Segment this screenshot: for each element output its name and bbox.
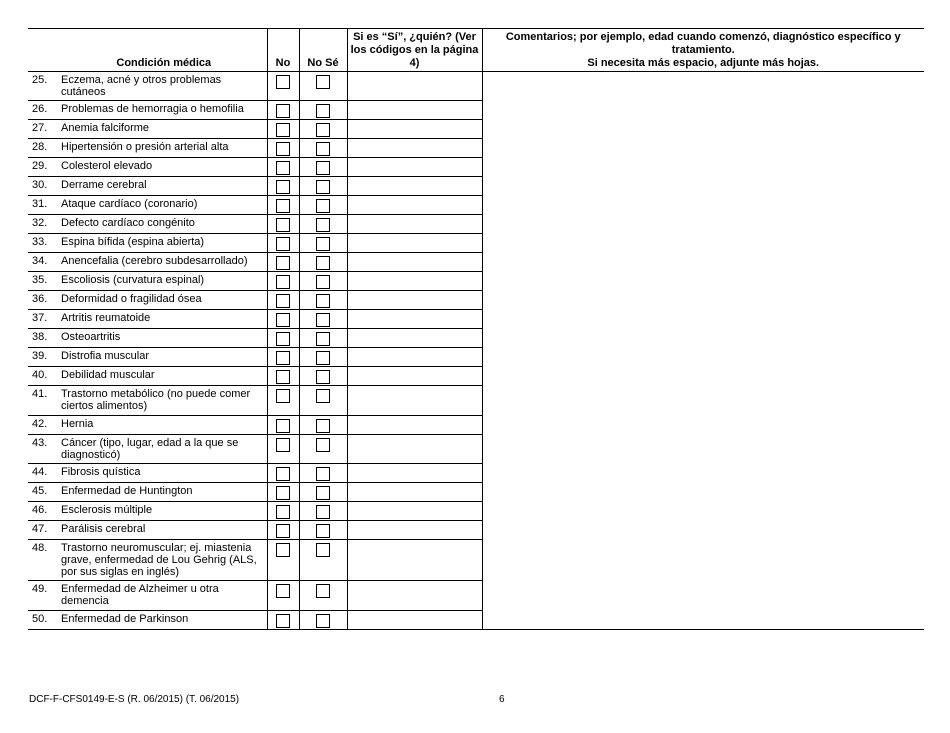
footer-page-number: 6 — [499, 694, 505, 705]
checkbox-no-se[interactable] — [316, 467, 330, 481]
cell-no — [267, 310, 299, 329]
who-input[interactable] — [347, 234, 482, 253]
who-input[interactable] — [347, 158, 482, 177]
checkbox-no-se[interactable] — [316, 256, 330, 270]
header-condition: Condición médica — [28, 29, 267, 72]
checkbox-no[interactable] — [276, 161, 290, 175]
cell-no — [267, 215, 299, 234]
cell-no — [267, 581, 299, 611]
cell-no-se — [299, 177, 347, 196]
checkbox-no[interactable] — [276, 370, 290, 384]
checkbox-no-se[interactable] — [316, 180, 330, 194]
who-input[interactable] — [347, 611, 482, 630]
cell-no — [267, 435, 299, 464]
condition-cell — [28, 101, 267, 120]
condition-cell — [28, 253, 267, 272]
condition-label: Artritis reumatoide — [61, 312, 151, 324]
condition-cell — [28, 310, 267, 329]
checkbox-no[interactable] — [276, 524, 290, 538]
cell-no-se — [299, 367, 347, 386]
cell-no-se — [299, 291, 347, 310]
checkbox-no-se[interactable] — [316, 486, 330, 500]
condition-label: Esclerosis múltiple — [61, 504, 153, 516]
condition-number: 35. — [32, 274, 48, 286]
cell-no — [267, 234, 299, 253]
checkbox-no[interactable] — [276, 180, 290, 194]
checkbox-no-se[interactable] — [316, 104, 330, 118]
condition-number: 26. — [32, 103, 48, 115]
condition-number: 27. — [32, 122, 48, 134]
cell-no-se — [299, 521, 347, 540]
condition-label: Debilidad muscular — [61, 369, 155, 381]
who-input[interactable] — [347, 215, 482, 234]
condition-label: Deformidad o fragilidad ósea — [61, 293, 202, 305]
checkbox-no-se[interactable] — [316, 351, 330, 365]
condition-number: 36. — [32, 293, 48, 305]
cell-no-se — [299, 234, 347, 253]
checkbox-no-se[interactable] — [316, 237, 330, 251]
condition-number: 32. — [32, 217, 48, 229]
condition-cell — [28, 581, 267, 611]
cell-no-se — [299, 386, 347, 416]
who-input[interactable] — [347, 272, 482, 291]
who-input[interactable] — [347, 502, 482, 521]
cell-no — [267, 483, 299, 502]
condition-cell — [28, 291, 267, 310]
footer-form-id: DCF-F-CFS0149-E-S (R. 06/2015) (T. 06/2015) — [29, 694, 240, 705]
condition-cell — [28, 72, 267, 101]
checkbox-no-se[interactable] — [316, 543, 330, 557]
who-input[interactable] — [347, 101, 482, 120]
cell-no-se — [299, 120, 347, 139]
checkbox-no[interactable] — [276, 584, 290, 598]
condition-label: Espina bífida (espina abierta) — [61, 236, 205, 248]
condition-cell — [28, 215, 267, 234]
cell-no — [267, 502, 299, 521]
checkbox-no[interactable] — [276, 237, 290, 251]
checkbox-no-se[interactable] — [316, 75, 330, 89]
condition-number: 46. — [32, 504, 48, 516]
condition-cell — [28, 502, 267, 521]
condition-cell — [28, 416, 267, 435]
condition-cell — [28, 329, 267, 348]
condition-label: Enfermedad de Huntington — [61, 485, 193, 497]
condition-cell — [28, 483, 267, 502]
condition-number: 25. — [32, 74, 48, 86]
condition-label: Hernia — [61, 418, 94, 430]
condition-number: 31. — [32, 198, 48, 210]
table-body — [28, 72, 924, 630]
checkbox-no-se[interactable] — [316, 123, 330, 137]
cell-no-se — [299, 435, 347, 464]
checkbox-no-se[interactable] — [316, 294, 330, 308]
condition-label: Hipertensión o presión arterial alta — [61, 141, 229, 153]
condition-label: Distrofia muscular — [61, 350, 150, 362]
condition-label: Cáncer (tipo, lugar, edad a la que se diagnosticó) — [61, 437, 239, 461]
cell-no-se — [299, 101, 347, 120]
condition-number: 39. — [32, 350, 48, 362]
condition-cell — [28, 196, 267, 215]
cell-no — [267, 253, 299, 272]
cell-no — [267, 196, 299, 215]
condition-number: 28. — [32, 141, 48, 153]
checkbox-no-se[interactable] — [316, 524, 330, 538]
condition-label: Osteoartritis — [61, 331, 121, 343]
cell-no-se — [299, 272, 347, 291]
checkbox-no[interactable] — [276, 505, 290, 519]
checkbox-no[interactable] — [276, 389, 290, 403]
condition-label: Enfermedad de Alzheimer u otra demencia — [61, 583, 219, 607]
checkbox-no-se[interactable] — [316, 161, 330, 175]
condition-number: 40. — [32, 369, 48, 381]
who-input[interactable] — [347, 464, 482, 483]
condition-label: Ataque cardíaco (coronario) — [61, 198, 198, 210]
cell-no-se — [299, 464, 347, 483]
condition-number: 43. — [32, 437, 48, 449]
checkbox-no[interactable] — [276, 256, 290, 270]
header-comments-line1: Comentarios; por ejemplo, edad cuando comenzó, diagnóstico específico y tratamiento. — [505, 31, 901, 56]
who-input[interactable] — [347, 329, 482, 348]
checkbox-no[interactable] — [276, 199, 290, 213]
cell-no — [267, 120, 299, 139]
who-input[interactable] — [347, 291, 482, 310]
cell-no-se — [299, 253, 347, 272]
condition-label: Enfermedad de Parkinson — [61, 613, 189, 625]
checkbox-no[interactable] — [276, 438, 290, 452]
cell-no — [267, 367, 299, 386]
who-input[interactable] — [347, 521, 482, 540]
checkbox-no[interactable] — [276, 332, 290, 346]
checkbox-no[interactable] — [276, 351, 290, 365]
condition-cell — [28, 120, 267, 139]
condition-label: Anemia falciforme — [61, 122, 150, 134]
checkbox-no[interactable] — [276, 419, 290, 433]
checkbox-no-se[interactable] — [316, 419, 330, 433]
condition-label: Colesterol elevado — [61, 160, 153, 172]
cell-no-se — [299, 72, 347, 101]
comments-area[interactable] — [482, 72, 924, 630]
table-header-row — [28, 29, 924, 72]
cell-no — [267, 272, 299, 291]
checkbox-no[interactable] — [276, 313, 290, 327]
checkbox-no-se[interactable] — [316, 218, 330, 232]
medical-conditions-table — [28, 28, 924, 630]
who-input[interactable] — [347, 120, 482, 139]
cell-no — [267, 291, 299, 310]
condition-number: 41. — [32, 388, 48, 400]
checkbox-no[interactable] — [276, 104, 290, 118]
condition-label: Defecto cardíaco congénito — [61, 217, 195, 229]
condition-cell — [28, 386, 267, 416]
condition-cell — [28, 158, 267, 177]
checkbox-no[interactable] — [276, 467, 290, 481]
cell-no-se — [299, 416, 347, 435]
checkbox-no-se[interactable] — [316, 199, 330, 213]
cell-no-se — [299, 139, 347, 158]
condition-label: Trastorno metabólico (no puede comer ciertos alimentos) — [61, 388, 251, 412]
condition-number: 38. — [32, 331, 48, 343]
cell-no-se — [299, 540, 347, 581]
cell-no — [267, 101, 299, 120]
cell-no — [267, 386, 299, 416]
condition-cell — [28, 177, 267, 196]
condition-label: Anencefalia (cerebro subdesarrollado) — [61, 255, 248, 267]
who-input[interactable] — [347, 196, 482, 215]
condition-cell — [28, 435, 267, 464]
checkbox-no[interactable] — [276, 142, 290, 156]
condition-label: Derrame cerebral — [61, 179, 147, 191]
condition-number: 33. — [32, 236, 48, 248]
cell-no-se — [299, 611, 347, 630]
condition-label: Eczema, acné y otros problemas cutáneos — [61, 74, 222, 98]
condition-number: 30. — [32, 179, 48, 191]
who-input[interactable] — [347, 540, 482, 581]
checkbox-no-se[interactable] — [316, 332, 330, 346]
condition-label: Escoliosis (curvatura espinal) — [61, 274, 205, 286]
cell-no — [267, 177, 299, 196]
checkbox-no[interactable] — [276, 486, 290, 500]
who-input[interactable] — [347, 416, 482, 435]
header-no: No — [267, 29, 299, 72]
cell-no — [267, 521, 299, 540]
checkbox-no-se[interactable] — [316, 313, 330, 327]
condition-number: 37. — [32, 312, 48, 324]
condition-number: 29. — [32, 160, 48, 172]
cell-no — [267, 348, 299, 367]
who-input[interactable] — [347, 367, 482, 386]
condition-label: Fibrosis quística — [61, 466, 141, 478]
who-input[interactable] — [347, 253, 482, 272]
checkbox-no-se[interactable] — [316, 438, 330, 452]
checkbox-no-se[interactable] — [316, 142, 330, 156]
condition-cell — [28, 348, 267, 367]
cell-no — [267, 540, 299, 581]
who-input[interactable] — [347, 483, 482, 502]
checkbox-no[interactable] — [276, 294, 290, 308]
checkbox-no-se[interactable] — [316, 389, 330, 403]
condition-number: 50. — [32, 613, 48, 625]
cell-no-se — [299, 581, 347, 611]
who-input[interactable] — [347, 435, 482, 464]
cell-no-se — [299, 196, 347, 215]
who-input[interactable] — [347, 581, 482, 611]
cell-no — [267, 139, 299, 158]
checkbox-no[interactable] — [276, 75, 290, 89]
checkbox-no[interactable] — [276, 218, 290, 232]
checkbox-no-se[interactable] — [316, 505, 330, 519]
checkbox-no-se[interactable] — [316, 275, 330, 289]
checkbox-no[interactable] — [276, 543, 290, 557]
checkbox-no[interactable] — [276, 275, 290, 289]
cell-no-se — [299, 158, 347, 177]
cell-no — [267, 329, 299, 348]
condition-number: 49. — [32, 583, 48, 595]
checkbox-no-se[interactable] — [316, 584, 330, 598]
who-input[interactable] — [347, 177, 482, 196]
cell-no-se — [299, 329, 347, 348]
who-input[interactable] — [347, 139, 482, 158]
condition-cell — [28, 234, 267, 253]
header-comments — [482, 29, 924, 72]
condition-number: 48. — [32, 542, 48, 554]
cell-no-se — [299, 348, 347, 367]
header-no-se: No Sé — [299, 29, 347, 72]
checkbox-no[interactable] — [276, 614, 290, 628]
condition-label: Parálisis cerebral — [61, 523, 146, 535]
cell-no — [267, 611, 299, 630]
condition-cell — [28, 611, 267, 630]
condition-cell — [28, 464, 267, 483]
checkbox-no-se[interactable] — [316, 614, 330, 628]
condition-label: Trastorno neuromuscular; ej. miastenia grave, enfermedad de Lou Gehrig (ALS, por sus siglas en inglés) — [61, 542, 257, 578]
condition-cell — [28, 272, 267, 291]
cell-no-se — [299, 502, 347, 521]
who-input[interactable] — [347, 348, 482, 367]
condition-number: 34. — [32, 255, 48, 267]
header-who: Si es “Sí”, ¿quién? (Ver los códigos en la página 4) — [347, 29, 482, 72]
condition-number: 42. — [32, 418, 48, 430]
who-input[interactable] — [347, 310, 482, 329]
cell-no — [267, 464, 299, 483]
condition-cell — [28, 139, 267, 158]
cell-no — [267, 158, 299, 177]
condition-label: Problemas de hemorragia o hemofilia — [61, 103, 244, 115]
cell-no-se — [299, 310, 347, 329]
who-input[interactable] — [347, 386, 482, 416]
header-comments-line2: Si necesita más espacio, adjunte más hojas. — [587, 57, 820, 69]
checkbox-no-se[interactable] — [316, 370, 330, 384]
cell-no — [267, 416, 299, 435]
condition-number: 47. — [32, 523, 48, 535]
checkbox-no[interactable] — [276, 123, 290, 137]
cell-no-se — [299, 215, 347, 234]
condition-number: 45. — [32, 485, 48, 497]
condition-cell — [28, 540, 267, 581]
condition-cell — [28, 521, 267, 540]
table-row — [28, 72, 924, 101]
cell-no — [267, 72, 299, 101]
cell-no-se — [299, 483, 347, 502]
who-input[interactable] — [347, 72, 482, 101]
condition-cell — [28, 367, 267, 386]
condition-number: 44. — [32, 466, 48, 478]
